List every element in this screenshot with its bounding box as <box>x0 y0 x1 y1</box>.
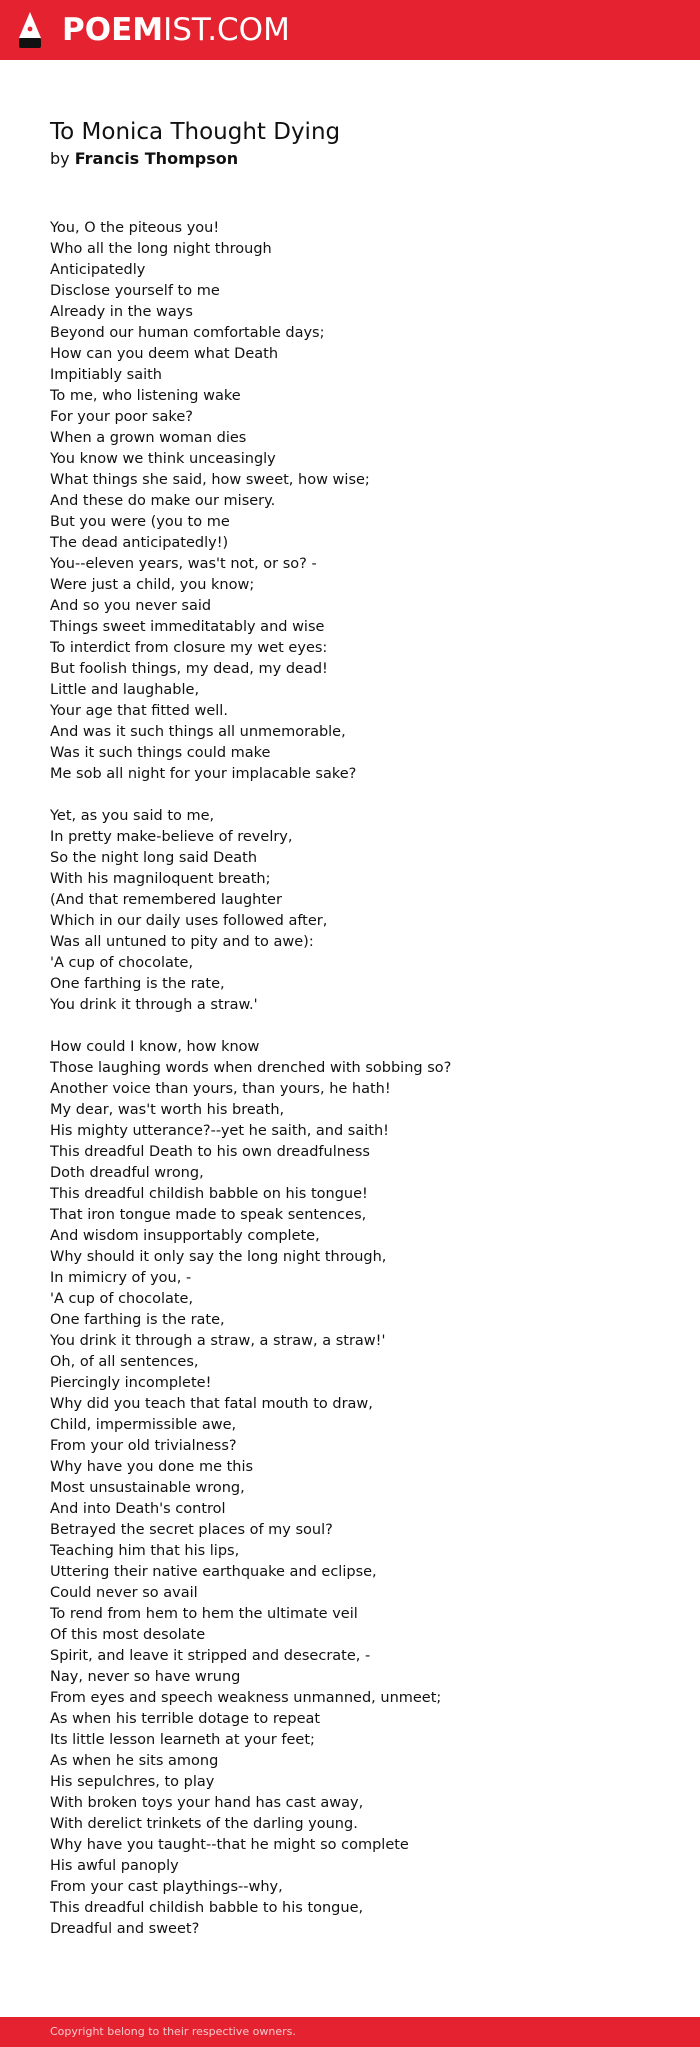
poem-line: That iron tongue made to speak sentences, <box>50 1207 367 1223</box>
poem-line: Betrayed the secret places of my soul? <box>50 1522 333 1538</box>
poem-line: Was all untuned to pity and to awe): <box>50 934 314 950</box>
poem-line: Your age that fitted well. <box>50 703 228 719</box>
poem-line: His awful panoply <box>50 1858 179 1874</box>
poem-line: Anticipatedly <box>50 262 146 278</box>
poem-line: In pretty make-believe of revelry, <box>50 829 293 845</box>
poem-line: To me, who listening wake <box>50 388 241 404</box>
poem-line: Its little lesson learneth at your feet; <box>50 1732 315 1748</box>
poem-line: Which in our daily uses followed after, <box>50 913 328 929</box>
poem-line: From your old trivialness? <box>50 1438 237 1454</box>
poem-line: You, O the piteous you! <box>50 220 220 236</box>
poem-line: Yet, as you said to me, <box>50 808 215 824</box>
poem-line: But you were (you to me <box>50 514 230 530</box>
poem-line: Who all the long night through <box>50 241 272 257</box>
poem-line: Spirit, and leave it stripped and desecrate, - <box>50 1648 371 1664</box>
poem-line: Could never so avail <box>50 1585 198 1601</box>
poem-line: With broken toys your hand has cast away, <box>50 1795 364 1811</box>
poem-line: Nay, never so have wrung <box>50 1669 241 1685</box>
poem-line: Of this most desolate <box>50 1627 206 1643</box>
poem-line: One farthing is the rate, <box>50 1312 225 1328</box>
poem-line: But foolish things, my dead, my dead! <box>50 661 328 677</box>
poem-line: Oh, of all sentences, <box>50 1354 199 1370</box>
poem-line: To interdict from closure my wet eyes: <box>50 640 328 656</box>
poem-line: And into Death's control <box>50 1501 226 1517</box>
poem-title: To Monica Thought Dying <box>50 119 341 145</box>
poem-line: His mighty utterance?--yet he saith, and saith! <box>50 1123 389 1139</box>
poem-line: As when his terrible dotage to repeat <box>50 1711 321 1727</box>
poem-line: Impitiably saith <box>50 367 162 383</box>
poem-line: With derelict trinkets of the darling young. <box>50 1816 358 1832</box>
poem-line: Why have you done me this <box>50 1459 254 1475</box>
poem-line: Why have you taught--that he might so complete <box>50 1837 409 1853</box>
stanza-break <box>50 785 670 806</box>
poem-line: You drink it through a straw, a straw, a straw!' <box>50 1333 386 1349</box>
poem-line: When a grown woman dies <box>50 430 247 446</box>
poem-line: This dreadful childish babble on his tongue! <box>50 1186 368 1202</box>
poem-line: Me sob all night for your implacable sake? <box>50 766 357 782</box>
pen-nib-icon[interactable] <box>18 12 42 50</box>
poem-line: The dead anticipatedly!) <box>50 535 229 551</box>
byline <box>50 147 238 171</box>
poem-line: How could I know, how know <box>50 1039 260 1055</box>
poem-line: Those laughing words when drenched with sobbing so? <box>50 1060 452 1076</box>
poem-line: With his magniloquent breath; <box>50 871 271 887</box>
poem-line: And was it such things all unmemorable, <box>50 724 346 740</box>
poem-line: Most unsustainable wrong, <box>50 1480 245 1496</box>
poem-line: And so you never said <box>50 598 212 614</box>
poem-line: This dreadful Death to his own dreadfulness <box>50 1144 370 1160</box>
site-footer <box>0 2017 700 2047</box>
poem-line: And these do make our misery. <box>50 493 276 509</box>
poem-line: 'A cup of chocolate, <box>50 1291 194 1307</box>
poem-line: Why did you teach that fatal mouth to draw, <box>50 1396 373 1412</box>
poem-line: Teaching him that his lips, <box>50 1543 240 1559</box>
poem-line: Already in the ways <box>50 304 193 320</box>
poem-line: Piercingly incomplete! <box>50 1375 212 1391</box>
author-name[interactable]: Francis Thompson <box>74 149 239 168</box>
poem-line: You drink it through a straw.' <box>50 997 258 1013</box>
poem-line: Why should it only say the long night through, <box>50 1249 387 1265</box>
logo-text-light: IST.COM <box>163 12 290 48</box>
poem-line: For your poor sake? <box>50 409 193 425</box>
site-header <box>0 0 700 60</box>
poem-body <box>50 218 670 1940</box>
logo-text-bold: POEM <box>62 12 164 48</box>
poem-line: Was it such things could make <box>50 745 271 761</box>
poem-line: Another voice than yours, than yours, he hath! <box>50 1081 391 1097</box>
site-logo[interactable] <box>62 10 290 50</box>
poem-line: To rend from hem to hem the ultimate veil <box>50 1606 358 1622</box>
poem-line: How can you deem what Death <box>50 346 279 362</box>
poem-line: And wisdom insupportably complete, <box>50 1228 320 1244</box>
poem-line: Child, impermissible awe, <box>50 1417 237 1433</box>
poem-line: My dear, was't worth his breath, <box>50 1102 285 1118</box>
by-label: by <box>50 149 70 168</box>
poem-line: You--eleven years, was't not, or so? - <box>50 556 317 572</box>
poem-line: As when he sits among <box>50 1753 219 1769</box>
poem-line: From eyes and speech weakness unmanned, unmeet; <box>50 1690 442 1706</box>
poem-line: Disclose yourself to me <box>50 283 220 299</box>
poem-line: 'A cup of chocolate, <box>50 955 194 971</box>
poem-line: His sepulchres, to play <box>50 1774 215 1790</box>
poem-line: Doth dreadful wrong, <box>50 1165 204 1181</box>
copyright-text: Copyright belong to their respective owners. <box>50 2025 296 2038</box>
poem-line: What things she said, how sweet, how wise; <box>50 472 370 488</box>
poem-line: From your cast playthings--why, <box>50 1879 283 1895</box>
poem-line: (And that remembered laughter <box>50 892 282 908</box>
poem-line: Little and laughable, <box>50 682 200 698</box>
poem-line: This dreadful childish babble to his tongue, <box>50 1900 364 1916</box>
poem-line: Were just a child, you know; <box>50 577 255 593</box>
poem-line: You know we think unceasingly <box>50 451 276 467</box>
poem-line: Beyond our human comfortable days; <box>50 325 325 341</box>
stanza-break <box>50 1016 670 1037</box>
poem-line: In mimicry of you, - <box>50 1270 192 1286</box>
poem-line: Dreadful and sweet? <box>50 1921 200 1937</box>
poem-line: So the night long said Death <box>50 850 258 866</box>
poem-line: Things sweet immeditatably and wise <box>50 619 325 635</box>
poem-line: One farthing is the rate, <box>50 976 225 992</box>
poem-line: Uttering their native earthquake and eclipse, <box>50 1564 377 1580</box>
